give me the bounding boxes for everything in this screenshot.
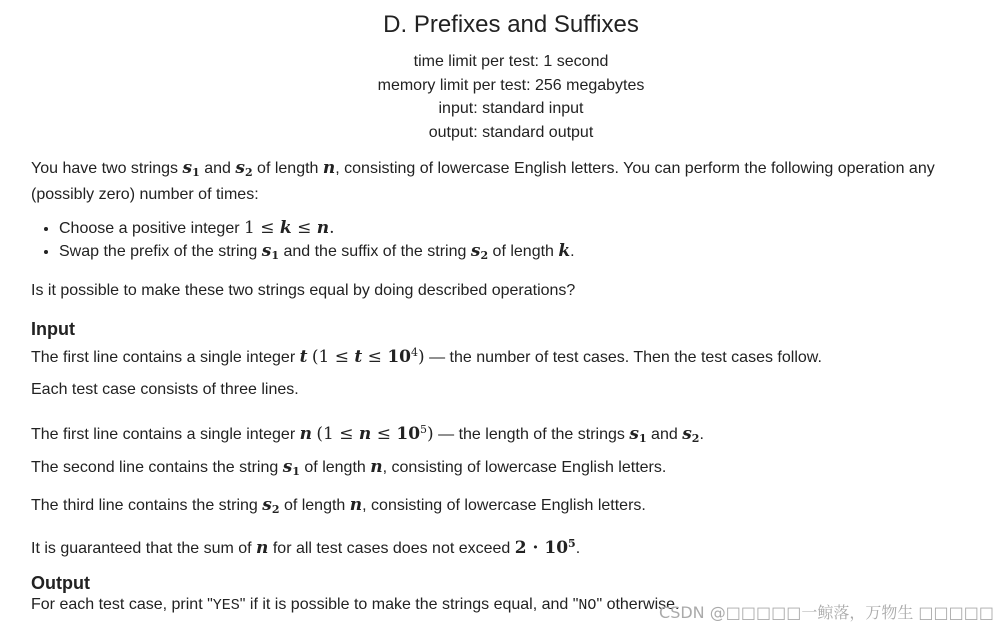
memory-limit: memory limit per test: 256 megabytes bbox=[377, 76, 645, 94]
problem-header bbox=[31, 11, 991, 144]
problem-title: D. Prefixes and Suffixes bbox=[383, 11, 639, 38]
list-item: • Choose a positive integer 1 ≤ k ≤ n. bbox=[59, 217, 986, 240]
limits-block bbox=[31, 50, 991, 144]
no-literal: NO bbox=[578, 597, 597, 614]
var-s2: $s_2$ bbox=[235, 158, 253, 179]
input-line-t: The first line contains a single integer t $(1 \le t \le 10^4)$ — the number of test cases. Then the test cases follow. bbox=[31, 346, 822, 367]
output-heading: Output bbox=[31, 573, 90, 593]
input-line-n: The first line contains a single integer n $(1 \le n \le 10^5)$ — the length of the strings $s_1$ and $s_2$. bbox=[31, 423, 704, 445]
csdn-watermark: CSDN @□□□□□一鲸落，万物生 □□□□□ bbox=[659, 603, 994, 622]
input-heading: Input bbox=[31, 319, 75, 339]
list-item: • Swap the prefix of the string $s_1$ and the suffix of the string $s_2$ of length k. bbox=[59, 240, 986, 267]
time-limit: time limit per test: 1 second bbox=[413, 53, 609, 70]
input-line-sum: It is guaranteed that the sum of n for all test cases does not exceed $2 \cdot 10^5$. bbox=[31, 537, 581, 558]
input-line-s2: The third line contains the string $s_2$ of length n, consisting of lowercase English letters. bbox=[31, 495, 646, 516]
input-line-s1: The second line contains the string $s_1$ of length n, consisting of lowercase English letters. bbox=[31, 457, 667, 478]
yes-literal: YES bbox=[212, 597, 240, 614]
output-spec: output: standard output bbox=[428, 123, 594, 141]
question-paragraph: Is it possible to make these two strings equal by doing described operations? bbox=[31, 282, 576, 299]
input-spec: input: standard input bbox=[438, 100, 584, 117]
operation-list bbox=[31, 217, 986, 267]
output-line: For each test case, print "YES" if it is possible to make the strings equal, and "NO" otherwise. bbox=[31, 596, 680, 614]
var-n: n bbox=[322, 158, 336, 178]
input-line-structure: Each test case consists of three lines. bbox=[31, 381, 299, 398]
legend-paragraph: You have two strings $s_1$ and $s_2$ of length n, consisting of lowercase English letters. You can perform the following operation any (possibly zero) number of times: bbox=[31, 158, 935, 203]
var-s1: $s_1$ bbox=[182, 158, 200, 179]
